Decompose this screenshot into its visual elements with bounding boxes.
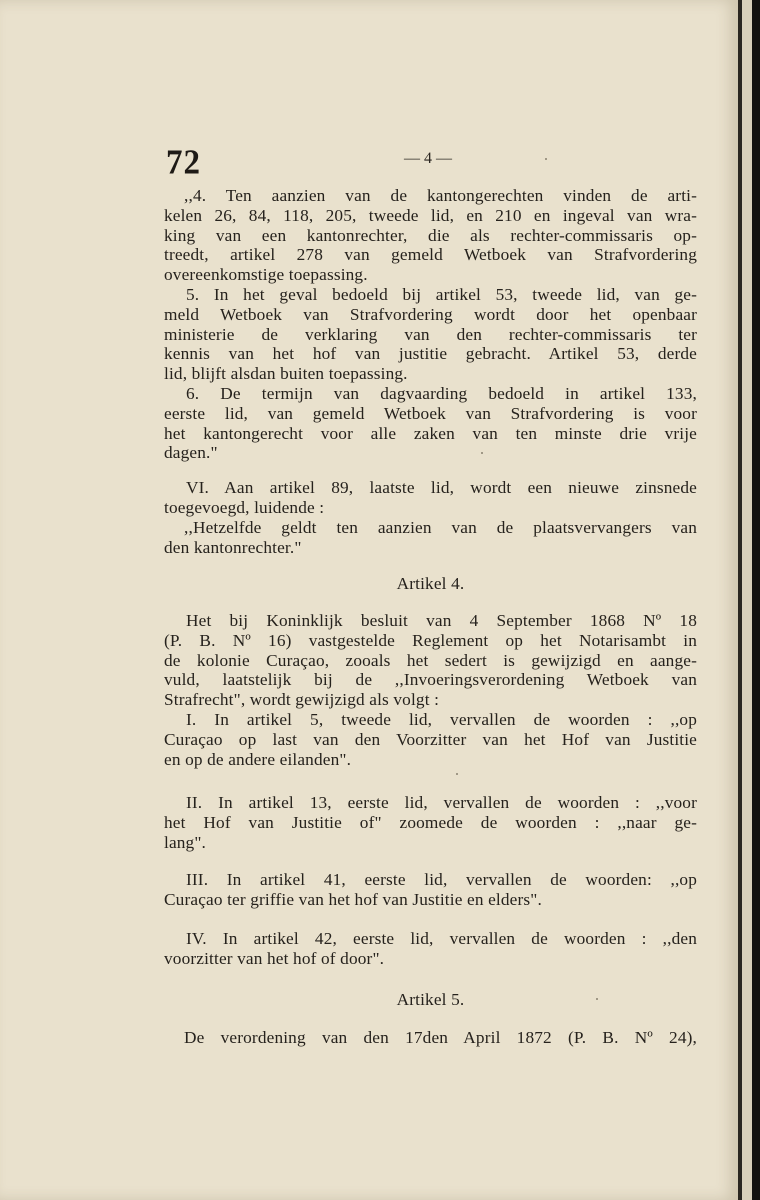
paragraph-artikel-5 xyxy=(164,1028,697,1048)
text-line: VI. Aan artikel 89, laatste lid, wordt een nieuwe zinsnede xyxy=(186,478,697,497)
paragraph-artikel-4 xyxy=(164,611,697,710)
paragraph-5 xyxy=(164,285,697,384)
text-line: IV. In artikel 42, eerste lid, vervallen de woorden : ,,den xyxy=(186,929,697,948)
heading-artikel-4: Artikel 4. xyxy=(396,574,465,593)
text-line: eerste lid, van gemeld Wetboek van Strafvordering is voor xyxy=(164,403,697,423)
page-number: 72 xyxy=(166,144,201,182)
text-line: 5. In het geval bedoeld bij artikel 53, tweede lid, van ge- xyxy=(186,285,697,304)
page-edge-shadow xyxy=(752,0,760,1200)
sheet-mark: — 4 — xyxy=(404,150,452,167)
text-line: kennis van het hof van justitie gebracht. Artikel 53, derde xyxy=(164,344,697,364)
page-edge xyxy=(742,0,752,1200)
paragraph-I xyxy=(164,710,697,769)
paper-speck xyxy=(456,773,458,775)
paragraph-III xyxy=(164,870,697,910)
text-line: ,,4. Ten aanzien van de kantongerechten vinden de arti- xyxy=(184,186,697,205)
paragraph-II xyxy=(164,793,697,852)
text-line: dagen." xyxy=(164,443,218,463)
heading-artikel-5: Artikel 5. xyxy=(396,990,465,1009)
paragraph-IV xyxy=(164,929,697,969)
text-line: Het bij Koninklijk besluit van 4 September 1868 Nº 18 xyxy=(186,611,697,630)
text-line: treedt, artikel 278 van gemeld Wetboek van Strafvordering xyxy=(164,245,697,265)
text-line: Curaçao op last van den Voorzitter van het Hof van Justitie xyxy=(164,729,697,749)
paragraph-quote xyxy=(164,518,697,558)
paragraph-6 xyxy=(164,384,697,463)
text-line: en op de andere eilanden". xyxy=(164,749,352,769)
text-line: Curaçao ter griffie van het hof van Justitie en elders". xyxy=(164,889,542,909)
text-line: het Hof van Justitie of" zoomede de woorden : ,,naar ge- xyxy=(164,812,697,832)
paragraph-VI xyxy=(164,478,697,518)
text-line: 6. De termijn van dagvaarding bedoeld in artikel 133, xyxy=(186,384,697,403)
text-line: lid, blijft alsdan buiten toepassing. xyxy=(164,364,408,384)
paper-speck xyxy=(545,158,547,160)
text-line: III. In artikel 41, eerste lid, vervallen de woorden: ,,op xyxy=(186,870,697,889)
text-line: I. In artikel 5, tweede lid, vervallen de woorden : ,,op xyxy=(186,710,697,729)
text-line: toegevoegd, luidende : xyxy=(164,497,325,517)
text-line: (P. B. Nº 16) vastgestelde Reglement op het Notarisambt in xyxy=(164,630,697,650)
paragraph-4 xyxy=(164,186,697,285)
text-line: lang". xyxy=(164,832,207,852)
text-line: voorzitter van het hof of door". xyxy=(164,948,385,968)
text-line: het kantongerecht voor alle zaken van ten minste drie vrije xyxy=(164,423,697,443)
text-line: king van een kantonrechter, die als rechter-commissaris op- xyxy=(164,225,697,245)
text-line: ,,Hetzelfde geldt ten aanzien van de plaatsvervangers van xyxy=(184,518,697,537)
text-line: overeenkomstige toepassing. xyxy=(164,265,368,285)
text-line: de kolonie Curaçao, zooals het sedert is gewijzigd en aange- xyxy=(164,650,697,670)
text-line: vuld, laatstelijk bij de ,,Invoeringsverordening Wetboek van xyxy=(164,670,697,690)
paper-speck xyxy=(481,452,483,454)
text-line: kelen 26, 84, 118, 205, tweede lid, en 210 en ingeval van wra- xyxy=(164,205,697,225)
text-line: De verordening van den 17den April 1872 (P. B. Nº 24), xyxy=(184,1028,697,1047)
text-line: den kantonrechter." xyxy=(164,537,302,557)
text-line: meld Wetboek van Strafvordering wordt door het openbaar xyxy=(164,304,697,324)
text-line: Strafrecht", wordt gewijzigd als volgt : xyxy=(164,690,440,710)
text-line: ministerie de verklaring van den rechter-commissaris ter xyxy=(164,324,697,344)
paper-speck xyxy=(596,998,598,1000)
text-line: II. In artikel 13, eerste lid, vervallen de woorden : ,,voor xyxy=(186,793,697,812)
